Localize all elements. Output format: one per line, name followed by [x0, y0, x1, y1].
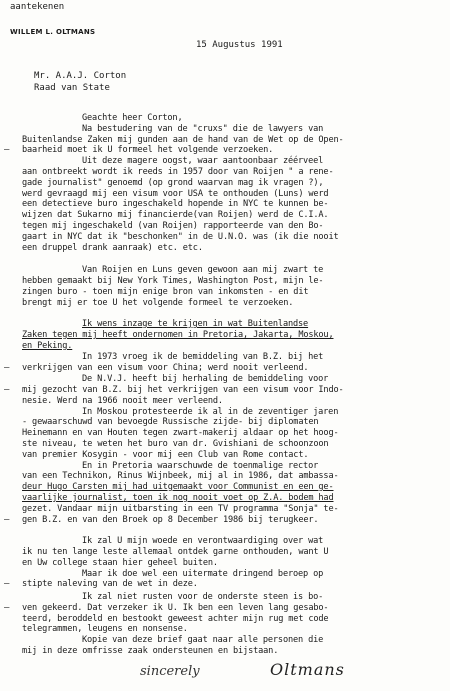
letter-line: gezet. Vandaar mijn uitbarsting in een TV programma "Sonja" te- [22, 504, 339, 514]
letter-line: vaarlijke journalist, toen ik nog nooit voet op Z.A. bodem had [22, 493, 334, 503]
handwritten-signature: Oltmans [270, 660, 345, 679]
letter-line: En in Pretoria waarschuwde de toenmalige rector [82, 461, 319, 471]
letter-line: een detectieve buro ingeschakeld hopende in NYC te kunnen be- [22, 199, 329, 209]
margin-dash-mark: – [4, 385, 10, 395]
letter-line: Ik wens inzage te krijgen in wat Buitenlandse [82, 319, 309, 329]
recipient-name: Mr. A.A.J. Corton [34, 71, 127, 81]
letter-line: Uit deze magere oogst, waar aantoonbaar zéérveel [82, 156, 324, 166]
letter-line: wijzen dat Sukarno mij financierde(van Roijen) werd de C.I.A. [22, 210, 329, 220]
letter-line: nesie. Werd na 1966 nooit meer verleend. [22, 396, 223, 406]
letter-line: van premier Kosygin - voor mij een Club van Rome contact. [22, 450, 309, 460]
letter-line: baarheid moet ik U formeel het volgende verzoeken. [22, 145, 274, 155]
margin-dash-mark: – [4, 363, 10, 373]
letter-line: Geachte heer Corton, [82, 113, 183, 123]
letter-line: In 1973 vroeg ik de bemiddeling van B.Z. bij het [82, 352, 324, 362]
letter-line: ik nu ten lange leste allemaal ontdek garne onthouden, want U [22, 547, 329, 557]
recipient-org: Raad van State [34, 83, 110, 93]
letter-line: telegrammen, leugens en nonsense. [22, 624, 188, 634]
letter-line: Maar ik doe wel een uitermate dringend beroep op [82, 569, 324, 579]
letter-line: Zaken tegen mij heeft ondernomen in Pretoria, Jakarta, Moskou, [22, 330, 334, 340]
closing-signature: sincerely [140, 664, 200, 679]
letter-line: In Moskou protesteerde ik al in de zeventiger jaren [82, 407, 339, 417]
letter-line: verkrijgen van een visum voor China; werd nooit verleend. [22, 363, 309, 373]
registered-note: aantekenen [10, 2, 65, 12]
letter-date: 15 Augustus 1991 [196, 40, 283, 50]
letter-line: mij in deze omfrisse zaak ondersteunen en bijstaan. [22, 646, 279, 656]
margin-dash-mark: – [4, 145, 10, 155]
letter-line: Na bestudering van de "cruxs" die de lawyers van [82, 124, 324, 134]
letter-line: mij gezocht van B.Z. bij het verkrijgen van een visum voor Indo- [22, 385, 344, 395]
letter-line: Ik zal U mijn woede en verontwaardiging over wat [82, 536, 324, 546]
letter-line: brengt mij er toe U het volgende formeel te verzoeken. [22, 298, 294, 308]
letter-line: en Peking. [22, 341, 73, 351]
letter-line: Buitenlandse Zaken mij gunden aan de hand van de Wet op de Open- [22, 135, 344, 145]
margin-dash-mark: – [4, 579, 10, 589]
letter-line: gen B.Z. en van den Broek op 8 December 1986 bij terugkeer. [22, 515, 319, 525]
letter-line: een druppel drank aanraak) etc. etc. [22, 243, 203, 253]
letter-line: Van Roijen en Luns geven gewoon aan mij zwart te [82, 265, 324, 275]
letter-line: van een Technikon, Rinus Wijnbeek, mij al in 1986, dat ambassa- [22, 471, 339, 481]
letter-line: deur Hugo Carsten mij had uitgemaakt voor Communist en een ge- [22, 482, 334, 492]
letter-line: De N.V.J. heeft bij herhaling de bemiddeling voor [82, 374, 329, 384]
letter-line: stipte naleving van de wet in deze. [22, 579, 198, 589]
letter-line: gaart in NYC dat ik "beschonken" in de U.N.O. was (ik die nooit [22, 232, 339, 242]
letter-line: werd gevraagd mij een visum voor USA te onthouden (Luns) werd [22, 189, 329, 199]
letter-line: tegen mij ingeschakeld (van Roijen) rapporteerde van den Bo- [22, 221, 324, 231]
letter-line: zingen buro - toen mijn enige bron van inkomsten - en dit [22, 287, 309, 297]
letter-line: aan ontbreekt wordt ik reeds in 1957 door van Roijen " a rene- [22, 167, 334, 177]
margin-dash-mark: – [4, 603, 10, 613]
letter-line: en Uw college staan hier geheel buiten. [22, 558, 218, 568]
sender-letterhead: WILLEM L. OLTMANS [10, 28, 96, 36]
letter-line: gade journalist" genoemd (op grond waarvan mag ik vragen ?), [22, 178, 324, 188]
margin-dash-mark: – [4, 515, 10, 525]
letter-line: Ik zal niet rusten voor de onderste steen is bo- [82, 592, 324, 602]
letter-line: Kopie van deze brief gaat naar alle personen die [82, 635, 324, 645]
letter-line: hebben gemaakt bij New York Times, Washington Post, mijn le- [22, 276, 324, 286]
letter-line: ste niveau, te weten het buro van dr. Gvishiani de schoonzoon [22, 439, 329, 449]
letter-line: ven gekeerd. Dat verzeker ik U. Ik ben een leven lang gesabo- [22, 603, 329, 613]
letter-line: Heinemann en van Houten tegen zwart-makerij aldaar op het hoog- [22, 428, 339, 438]
letter-line: - gewaarschuwd van bevoegde Russische zijde- bij diplomaten [22, 417, 319, 427]
letter-line: teerd, beroddeld en bestookt geweest achter mijn rug met code [22, 614, 329, 624]
